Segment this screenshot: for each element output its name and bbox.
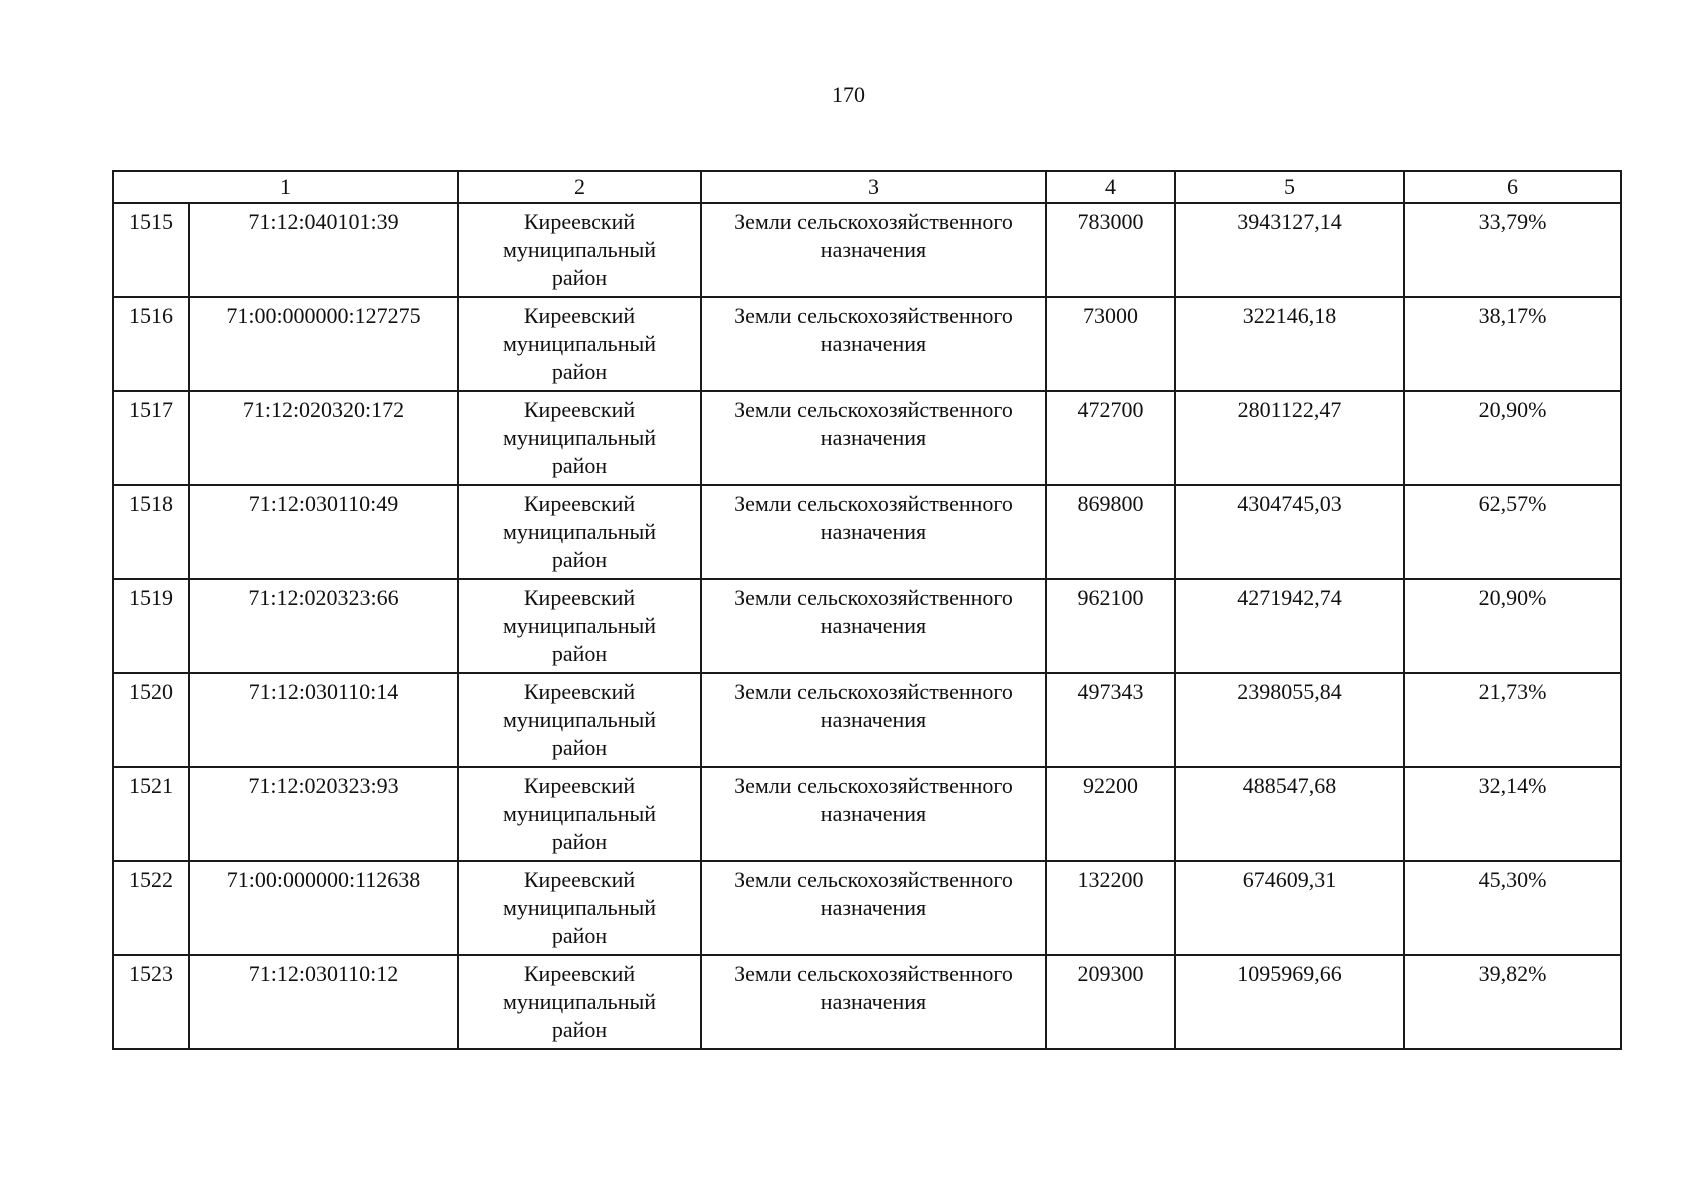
area: 869800 [1046,485,1175,579]
cadastral-number: 71:12:020323:66 [189,579,458,673]
header-col-2: 2 [458,171,701,203]
page-number: 170 [832,82,865,107]
cadastral-value: 3943127,14 [1175,203,1404,297]
district [458,391,701,485]
land-category-line: назначения [820,613,927,638]
row-number: 1517 [113,391,189,485]
land-category-line: назначения [820,237,927,262]
district-line: муниципальный [502,895,657,920]
district [458,579,701,673]
header-col-3: 3 [701,171,1046,203]
district-line: Киреевский [523,491,636,516]
district-line: район [551,641,608,666]
cadastral-number: 71:00:000000:127275 [189,297,458,391]
district-line: муниципальный [502,707,657,732]
land-category [701,391,1046,485]
district-line: муниципальный [502,237,657,262]
header-col-5: 5 [1175,171,1404,203]
row-number: 1519 [113,579,189,673]
area: 472700 [1046,391,1175,485]
cadastral-number: 71:00:000000:112638 [189,861,458,955]
cadastral-number: 71:12:020323:93 [189,767,458,861]
table-row [113,767,1621,861]
row-number: 1515 [113,203,189,297]
district-line: муниципальный [502,613,657,638]
cadastral-number: 71:12:040101:39 [189,203,458,297]
district [458,485,701,579]
land-category-line: назначения [820,519,927,544]
land-category-line: назначения [820,707,927,732]
district-line: Киреевский [523,679,636,704]
row-number: 1516 [113,297,189,391]
cadastral-value: 2398055,84 [1175,673,1404,767]
district-line: Киреевский [523,585,636,610]
land-category-line: Земли сельскохозяйственного [734,679,1013,704]
area: 783000 [1046,203,1175,297]
table-row [113,673,1621,767]
district-line: район [551,547,608,572]
land-category-line: назначения [820,989,927,1014]
district [458,767,701,861]
cadastral-number: 71:12:030110:49 [189,485,458,579]
table-row [113,579,1621,673]
row-number: 1521 [113,767,189,861]
percent: 45,30% [1404,861,1621,955]
cadastral-number: 71:12:020320:172 [189,391,458,485]
district-line: район [551,1017,608,1042]
district-line: Киреевский [523,397,636,422]
district-line: муниципальный [502,801,657,826]
table-row [113,485,1621,579]
row-number: 1518 [113,485,189,579]
area: 962100 [1046,579,1175,673]
land-category-line: Земли сельскохозяйственного [734,867,1013,892]
land-category-line: Земли сельскохозяйственного [734,773,1013,798]
land-category-line: Земли сельскохозяйственного [734,961,1013,986]
percent: 38,17% [1404,297,1621,391]
cadastral-value: 2801122,47 [1175,391,1404,485]
district-line: район [551,923,608,948]
land-parcels-table [112,170,1622,1050]
district-line: Киреевский [523,773,636,798]
land-category [701,767,1046,861]
cadastral-value: 322146,18 [1175,297,1404,391]
header-col-1: 1 [113,171,458,203]
percent: 62,57% [1404,485,1621,579]
table-header-row [113,171,1621,203]
land-category [701,861,1046,955]
district-line: район [551,359,608,384]
cadastral-value: 1095969,66 [1175,955,1404,1049]
district-line: район [551,265,608,290]
cadastral-value: 674609,31 [1175,861,1404,955]
header-col-6: 6 [1404,171,1621,203]
land-category-line: Земли сельскохозяйственного [734,209,1013,234]
land-category [701,673,1046,767]
percent: 39,82% [1404,955,1621,1049]
table-row [113,955,1621,1049]
area: 92200 [1046,767,1175,861]
district-line: район [551,829,608,854]
cadastral-value: 488547,68 [1175,767,1404,861]
land-category-line: назначения [820,425,927,450]
district-line: район [551,735,608,760]
cadastral-value: 4271942,74 [1175,579,1404,673]
area: 497343 [1046,673,1175,767]
area: 132200 [1046,861,1175,955]
land-category-line: Земли сельскохозяйственного [734,303,1013,328]
land-category-line: назначения [820,331,927,356]
cadastral-number: 71:12:030110:14 [189,673,458,767]
row-number: 1520 [113,673,189,767]
percent: 32,14% [1404,767,1621,861]
district-line: район [551,453,608,478]
percent: 20,90% [1404,579,1621,673]
district [458,861,701,955]
table-row [113,391,1621,485]
table-row [113,203,1621,297]
district-line: Киреевский [523,867,636,892]
district [458,203,701,297]
percent: 20,90% [1404,391,1621,485]
district-line: муниципальный [502,425,657,450]
row-number: 1523 [113,955,189,1049]
percent: 21,73% [1404,673,1621,767]
land-category-line: назначения [820,895,927,920]
cadastral-number: 71:12:030110:12 [189,955,458,1049]
land-category [701,485,1046,579]
cadastral-value: 4304745,03 [1175,485,1404,579]
area: 209300 [1046,955,1175,1049]
header-col-4: 4 [1046,171,1175,203]
district-line: муниципальный [502,519,657,544]
land-category [701,203,1046,297]
district-line: муниципальный [502,331,657,356]
district [458,297,701,391]
table-row [113,297,1621,391]
land-category-line: назначения [820,801,927,826]
district-line: Киреевский [523,209,636,234]
percent: 33,79% [1404,203,1621,297]
land-category-line: Земли сельскохозяйственного [734,491,1013,516]
land-category-line: Земли сельскохозяйственного [734,585,1013,610]
district-line: Киреевский [523,961,636,986]
district [458,673,701,767]
land-category [701,579,1046,673]
land-category-line: Земли сельскохозяйственного [734,397,1013,422]
table-row [113,861,1621,955]
district [458,955,701,1049]
district-line: Киреевский [523,303,636,328]
land-category [701,955,1046,1049]
row-number: 1522 [113,861,189,955]
land-category [701,297,1046,391]
district-line: муниципальный [502,989,657,1014]
area: 73000 [1046,297,1175,391]
